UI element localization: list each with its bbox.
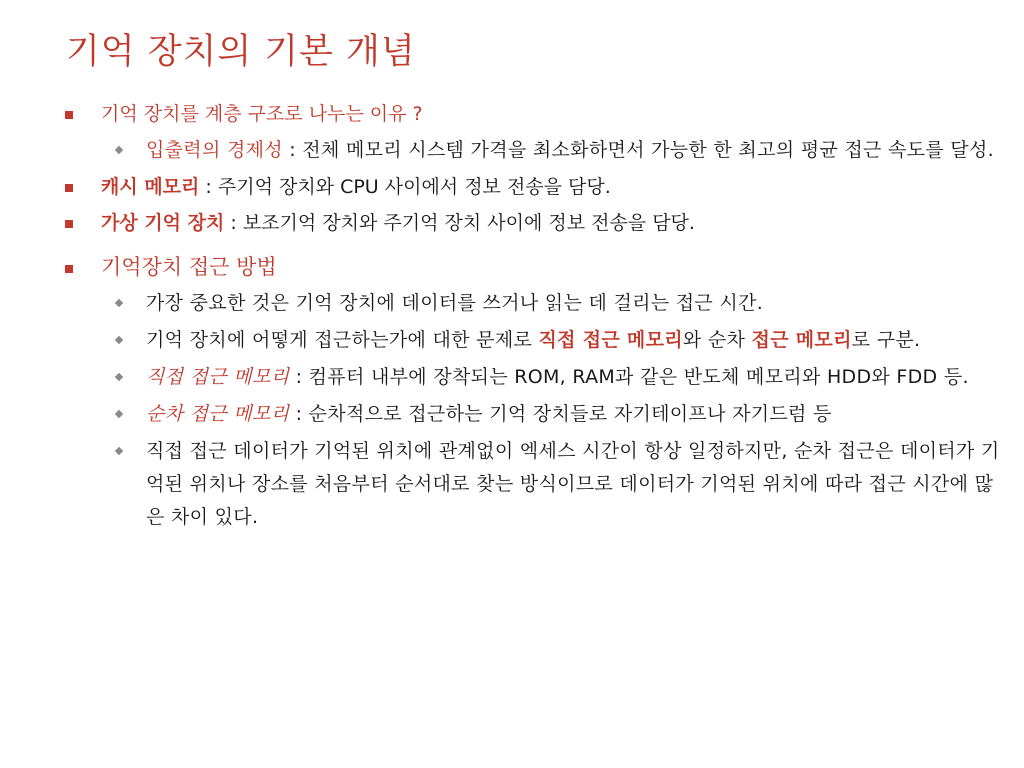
slide-title: 기억 장치의 기본 개념 [66,32,416,72]
sub-bullet-text: : 순차적으로 접근하는 기억 장치들로 자기테이프나 자기드럼 등 [289,403,832,425]
diamond-bullet-icon [115,447,123,455]
term-sequential-access: 접근 메모리 [751,329,852,351]
square-bullet-icon [65,111,73,119]
term-cache-memory: 캐시 메모리 [101,176,200,198]
term-direct-access-memory: 직접 접근 메모리 [146,366,290,388]
term-virtual-memory: 가상 기억 장치 [101,212,225,234]
bullet-heading: 기억장치 접근 방법 [101,255,277,279]
bullet-heading: 기억 장치를 계층 구조로 나누는 이유 ? [101,103,423,125]
sub-bullet-io-economy [0,134,1024,167]
bullet-text: : 주기억 장치와 CPU 사이에서 정보 전송을 담당. [199,176,611,198]
square-bullet-icon [65,184,73,192]
bullet-access-methods [0,251,1024,283]
square-bullet-icon [65,265,73,273]
diamond-bullet-icon [115,146,123,154]
sub-bullet-text-pre: 기억 장치에 어떻게 접근하는가에 대한 문제로 [146,329,539,351]
term-io-economy: 입출력의 경제성 [146,139,283,161]
slide-body [0,98,1024,538]
square-bullet-icon [65,220,73,228]
sub-bullet-text: : 전체 메모리 시스템 가격을 최소화하면서 가능한 한 최고의 평균 접근 속도를 달성. [282,139,994,161]
sub-bullet-comparison [0,435,1024,534]
sub-bullet-access-time [0,287,1024,320]
bullet-cache-memory [0,171,1024,203]
sub-bullet-text-post: 로 구분. [851,329,921,351]
sub-bullet-classification [0,324,1024,357]
term-direct-access: 직접 접근 메모리 [538,329,683,351]
sub-bullet-text: 직접 접근 데이터가 기억된 위치에 관계없이 엑세스 시간이 항상 일정하지만, 순차 접근은 데이터가 기억된 위치나 장소를 처음부터 순서대로 찾는 방식이므로 데이터가 기억된 위치에 따라 접근 시간에 많은 차이 있다. [146,440,1000,528]
sub-bullet-text: 가장 중요한 것은 기억 장치에 데이터를 쓰거나 읽는 데 걸리는 접근 시간. [146,292,764,314]
diamond-bullet-icon [115,299,123,307]
sub-bullet-text: : 컴퓨터 내부에 장착되는 ROM, RAM과 같은 반도체 메모리와 HDD와 FDD 등. [289,366,969,388]
diamond-bullet-icon [115,336,123,344]
bullet-text: : 보조기억 장치와 주기억 장치 사이에 정보 전송을 담당. [224,212,695,234]
term-sequential-access-memory: 순차 접근 메모리 [146,403,290,425]
bullet-hierarchy-reason [0,98,1024,130]
diamond-bullet-icon [115,373,123,381]
bullet-virtual-memory [0,207,1024,239]
sub-bullet-sequential-access [0,398,1024,431]
sub-bullet-text-mid: 와 순차 [682,329,752,351]
diamond-bullet-icon [115,410,123,418]
sub-bullet-direct-access [0,361,1024,394]
